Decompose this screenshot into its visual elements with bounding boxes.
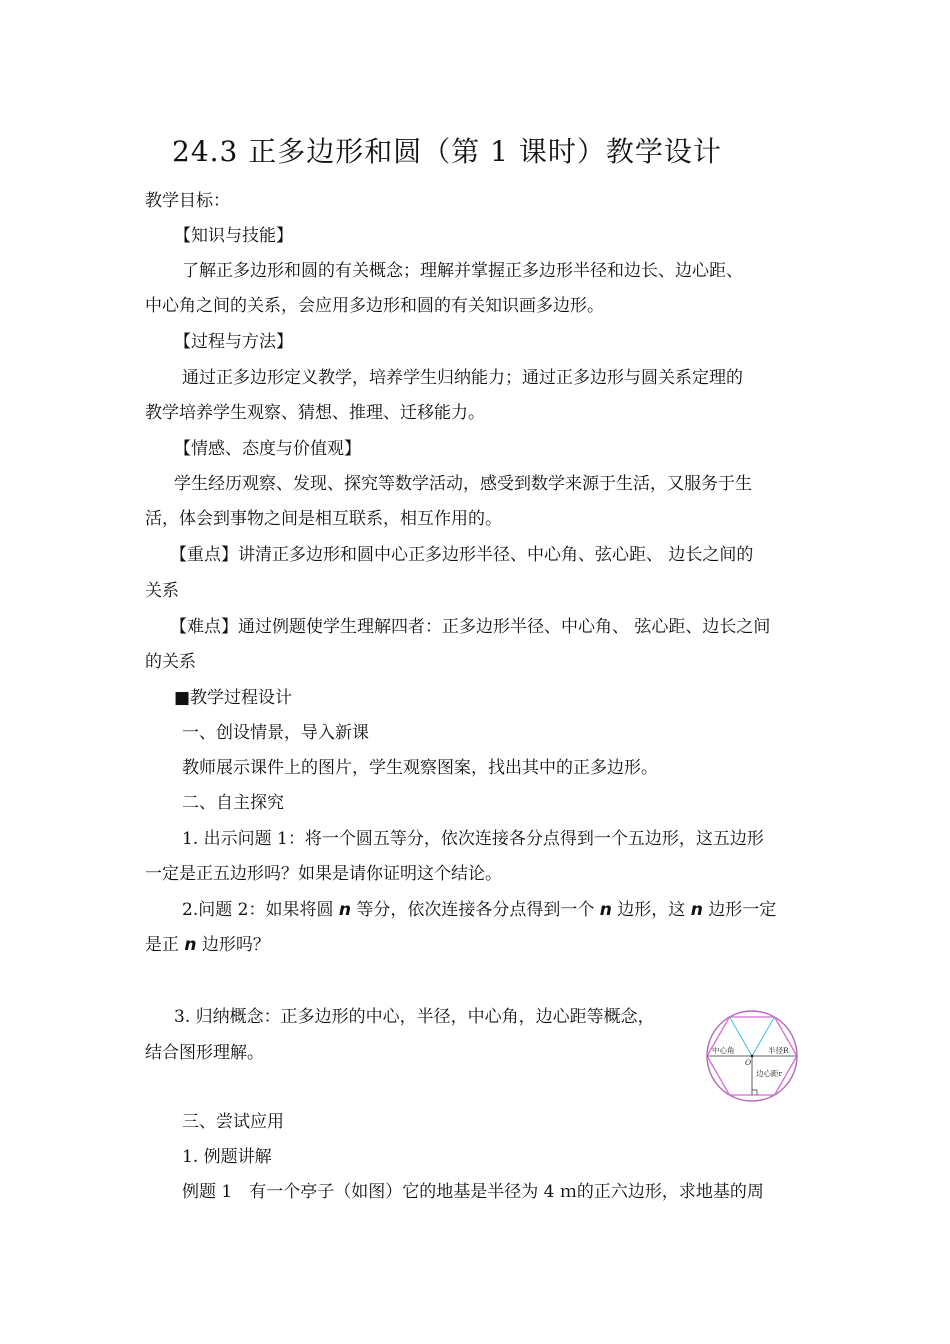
center-point [751,1055,754,1058]
apothem-label: 边心距r [756,1069,783,1078]
section-heading: 一、创设情景，导入新课 [182,723,369,743]
question-2-line: 2.问题 2：如果将圆 n 等分，依次连接各分点得到一个 n 边形，这 n 边形一定 [182,900,777,920]
center-label: O [745,1058,752,1067]
radius-label: 半径R [768,1046,789,1055]
paragraph-line: 了解正多边形和圆的有关概念；理解并掌握正多边形半径和边长、边心距、 [182,261,743,281]
paragraph-line: 3. 归纳概念：正多边形的中心，半径，中心角，边心距等概念， [174,1007,655,1027]
question-2-line: 是正 n 边形吗？ [145,935,270,955]
paragraph-line: 中心角之间的关系，会应用多边形和圆的有关知识画多边形。 [145,296,604,316]
section-heading: 三、尝试应用 [182,1112,284,1132]
center-angle-label: 中心角 [712,1046,735,1055]
paragraph-line: 一定是正五边形吗？如果是请你证明这个结论。 [145,864,502,884]
paragraph-line: 关系 [145,581,179,601]
paragraph-line: 通过正多边形定义教学，培养学生归纳能力；通过正多边形与圆关系定理的 [182,368,743,388]
section-heading: 二、自主探究 [182,793,284,813]
paragraph-line: 教师展示课件上的图片，学生观察图案，找出其中的正多边形。 [182,758,658,778]
paragraph-line: 1. 出示问题 1：将一个圆五等分，依次连接各分点得到一个五边形，这五边形 [182,829,764,849]
page-title: 24.3 正多边形和圆（第 1 课时）教学设计 [172,135,722,168]
process-method-heading: 【过程与方法】 [174,332,293,352]
example-line: 例题 1 有一个亭子（如图）它的地基是半径为 4 ｍ的正六边形，求地基的周 [182,1182,764,1202]
paragraph-line: 结合图形理解。 [145,1043,264,1063]
knowledge-skill-heading: 【知识与技能】 [174,226,293,246]
difficult-point-line: 【难点】通过例题使学生理解四者：正多边形半径、中心角、 弦心距、边长之间 [170,617,771,637]
paragraph-line: 活，体会到事物之间是相互联系，相互作用的。 [145,509,502,529]
right-angle-mark [752,1090,757,1095]
paragraph-line: 学生经历观察、发现、探究等数学活动，感受到数学来源于生活，又服务于生 [174,474,752,494]
process-design-heading: ■教学过程设计 [174,688,293,708]
objectives-heading: 教学目标： [145,191,230,211]
section-heading: 1. 例题讲解 [182,1147,272,1167]
paragraph-line: 教学培养学生观察、猜想、推理、迁移能力。 [145,403,485,423]
regular-polygon-diagram [704,1008,800,1104]
paragraph-line: 的关系 [145,652,196,672]
emotion-values-heading: 【情感、态度与价值观】 [174,439,361,459]
key-point-line: 【重点】讲清正多边形和圆中心正多边形半径、中心角、弦心距、 边长之间的 [170,545,754,565]
